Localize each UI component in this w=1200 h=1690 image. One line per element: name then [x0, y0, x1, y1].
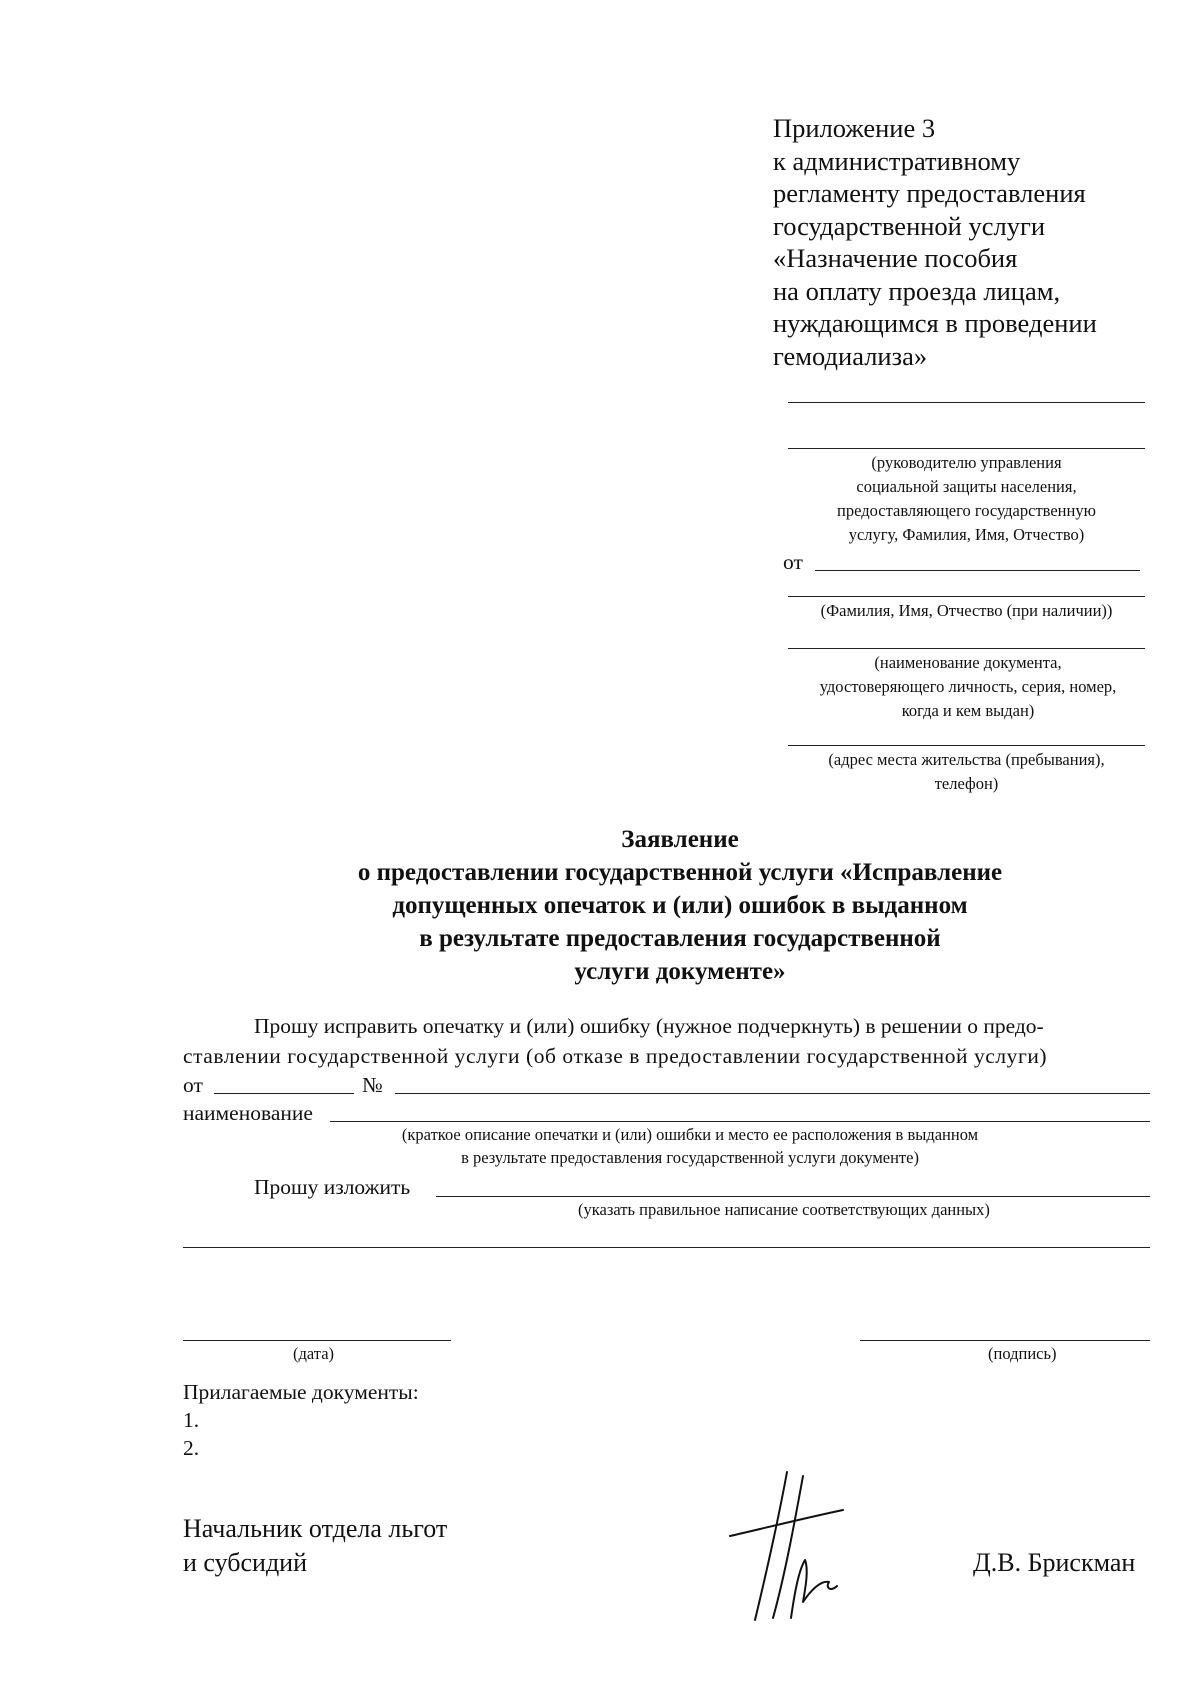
request-paragraph-line-1: Прошу исправить опечатку и (или) ошибку (нужное подчеркнуть) в решении о предо-	[254, 1014, 1044, 1038]
recipient-fio-caption: (Фамилия, Имя, Отчество (при наличии))	[820, 601, 1113, 620]
recipient-blank-line-1[interactable]	[788, 402, 1145, 403]
signature-line[interactable]	[860, 1340, 1150, 1341]
official-name: Д.В. Брискман	[973, 1548, 1136, 1577]
request-paragraph-line-2: ставлении государственной услуги (об отказе в предоставлении государственной услуги)	[183, 1044, 1048, 1068]
name-line[interactable]	[330, 1121, 1150, 1122]
request-line[interactable]	[436, 1196, 1150, 1197]
recipient-from-line[interactable]	[815, 570, 1140, 571]
name-label: наименование	[183, 1101, 313, 1125]
recipient-caption: (руководителю управления социальной защиты населения, предоставляющего государственную услугу, Фамилия, Имя, Отчество)	[837, 453, 1096, 544]
annex-line: на оплату проезда лицам,	[773, 275, 1061, 306]
decision-number-label: №	[362, 1073, 383, 1097]
attachment-item: 2.	[183, 1436, 200, 1460]
annex-line: государственной услуги	[773, 210, 1046, 241]
recipient-fio-line[interactable]	[788, 596, 1145, 597]
decision-from-label: от	[183, 1073, 203, 1097]
attachment-item: 1.	[183, 1408, 200, 1432]
annex-line: гемодиализа»	[773, 340, 928, 371]
decision-number-line[interactable]	[395, 1093, 1150, 1094]
recipient-doc-caption: (наименование документа, удостоверяющего личность, серия, номер, когда и кем выдан)	[819, 653, 1117, 720]
annex-header	[773, 112, 1097, 372]
position-line-1: Начальник отдела льгот	[183, 1514, 448, 1543]
application-title: Заявление о предоставлении государственной услуги «Исправление допущенных опечаток и (или) ошибок в выданном в результате предоставления государственной услуги документе»	[357, 826, 1003, 985]
recipient-doc-line[interactable]	[788, 648, 1145, 649]
annex-line: «Назначение пособия	[773, 243, 1018, 273]
decision-date-line[interactable]	[214, 1093, 354, 1094]
date-line[interactable]	[183, 1340, 451, 1341]
request-extra-line[interactable]	[183, 1247, 1150, 1248]
request-caption: (указать правильное написание соответствующих данных)	[578, 1200, 990, 1219]
handwritten-signature-icon	[725, 1470, 865, 1630]
recipient-blank-line-2[interactable]	[788, 448, 1145, 449]
recipient-from-label: от	[783, 550, 803, 574]
annex-line: Приложение 3	[773, 113, 936, 143]
attachments-label: Прилагаемые документы:	[183, 1380, 419, 1404]
position-line-2: и субсидий	[183, 1548, 308, 1577]
recipient-address-line[interactable]	[788, 745, 1145, 746]
date-caption: (дата)	[293, 1344, 335, 1363]
name-caption: (краткое описание опечатки и (или) ошибки и место ее расположения в выданном в результате предоставления государственной услуги документе)	[401, 1125, 979, 1167]
recipient-address-caption: (адрес места жительства (пребывания), телефон)	[828, 750, 1105, 793]
signature-caption: (подпись)	[988, 1344, 1057, 1363]
annex-line: к административному	[773, 145, 1021, 176]
annex-line: регламенту предоставления	[773, 178, 1086, 208]
annex-line: нуждающимся в проведении	[773, 308, 1097, 338]
request-label: Прошу изложить	[254, 1175, 411, 1199]
